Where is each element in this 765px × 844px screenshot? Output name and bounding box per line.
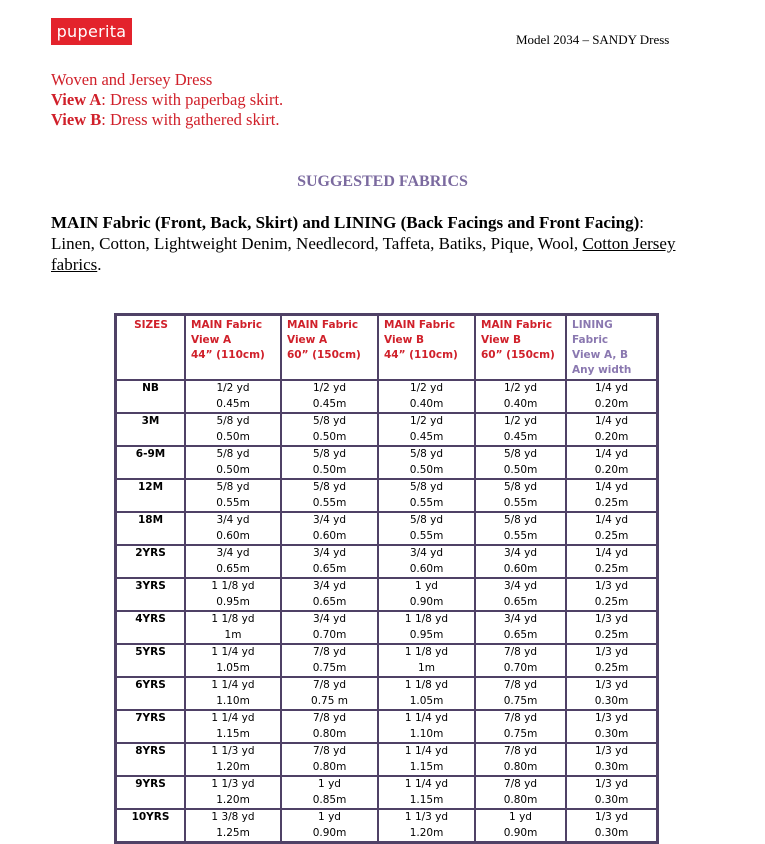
meters-value: 0.75m (503, 694, 538, 707)
size-cell: 10YRS (116, 809, 186, 843)
meters-value: 0.55m (409, 496, 444, 509)
view-a-label: View A (51, 90, 102, 109)
yardage-cell (281, 743, 378, 776)
yardage-cell (185, 743, 281, 776)
view-b-text: : Dress with gathered skirt. (101, 110, 280, 129)
yardage-cell (185, 512, 281, 545)
table-row (116, 413, 658, 446)
yards-value: 1/3 yd (594, 646, 629, 658)
yards-value: 5/8 yd (503, 448, 538, 460)
table-row (116, 809, 658, 843)
header-line: 44” (110cm) (191, 349, 265, 361)
yards-value: 1 1/4 yd (211, 712, 255, 724)
yards-value: 1/3 yd (594, 811, 629, 823)
yardage-cell (378, 611, 475, 644)
yards-value: 7/8 yd (503, 646, 538, 658)
meters-value: 0.80m (312, 760, 347, 773)
yardage-cell (566, 776, 658, 809)
yards-value: 1/3 yd (594, 580, 629, 592)
yardage-cell (566, 479, 658, 512)
yards-value: 5/8 yd (312, 415, 347, 427)
meters-value: 1.10m (409, 727, 444, 740)
meters-value: 0.55m (503, 529, 538, 542)
yardage-cell (378, 413, 475, 446)
yards-value: 1 3/8 yd (211, 811, 255, 823)
yards-value: 1 1/4 yd (211, 679, 255, 691)
table-row (116, 446, 658, 479)
yards-value: 1/4 yd (594, 415, 629, 427)
yardage-cell (566, 677, 658, 710)
meters-value: 0.55m (312, 496, 347, 509)
table-row (116, 545, 658, 578)
yards-value: 5/8 yd (503, 514, 538, 526)
yards-value: 1 yd (509, 811, 532, 823)
yardage-cell (475, 545, 566, 578)
yardage-cell (566, 545, 658, 578)
meters-value: 0.60m (216, 529, 250, 542)
yards-value: 3/4 yd (312, 514, 347, 526)
fabric-list-end: . (97, 255, 102, 274)
meters-value: 1.15m (216, 727, 250, 740)
table-row (116, 677, 658, 710)
yards-value: 5/8 yd (409, 514, 444, 526)
header-line: 60” (150cm) (481, 349, 555, 361)
yardage-cell (281, 446, 378, 479)
yards-value: 1/2 yd (216, 382, 250, 394)
table-row (116, 512, 658, 545)
meters-value: 1.25m (216, 826, 250, 839)
meters-value: 0.45m (409, 430, 444, 443)
meters-value: 0.65m (503, 595, 538, 608)
header-line: View B (481, 334, 522, 346)
column-header-4 (475, 315, 566, 381)
meters-value: 0.65m (503, 628, 538, 641)
yards-value: 1/2 yd (409, 415, 444, 427)
yards-value: 1/3 yd (594, 745, 629, 757)
table-header-row (116, 315, 658, 381)
yardage-cell (185, 677, 281, 710)
column-header-1 (185, 315, 281, 381)
size-cell: 2YRS (116, 545, 186, 578)
size-cell: 3YRS (116, 578, 186, 611)
meters-value: 0.20m (594, 430, 629, 443)
yardage-cell (281, 809, 378, 843)
yards-value: 3/4 yd (312, 613, 347, 625)
meters-value: 0.30m (594, 727, 629, 740)
yardage-cell (566, 380, 658, 413)
meters-value: 0.90m (312, 826, 347, 839)
meters-value: 1.15m (409, 760, 444, 773)
yardage-cell (185, 413, 281, 446)
size-cell: 6-9M (116, 446, 186, 479)
yardage-cell (281, 479, 378, 512)
dress-intro (51, 70, 283, 130)
yards-value: 1 1/8 yd (211, 613, 255, 625)
yardage-cell (566, 611, 658, 644)
meters-value: 0.60m (312, 529, 347, 542)
meters-value: 0.20m (594, 463, 629, 476)
yards-value: 1/3 yd (594, 712, 629, 724)
meters-value: 1.20m (409, 826, 444, 839)
table-body (116, 380, 658, 843)
size-cell: 5YRS (116, 644, 186, 677)
yardage-cell (378, 710, 475, 743)
yardage-cell (281, 776, 378, 809)
yardage-cell (475, 776, 566, 809)
yardage-cell (281, 611, 378, 644)
meters-value: 0.55m (409, 529, 444, 542)
table-row (116, 479, 658, 512)
yards-value: 7/8 yd (312, 679, 347, 691)
size-cell: NB (116, 380, 186, 413)
yardage-cell (185, 578, 281, 611)
yardage-cell (566, 413, 658, 446)
yards-value: 1/4 yd (594, 382, 629, 394)
meters-value: 0.95m (216, 595, 250, 608)
meters-value: 0.50m (312, 430, 347, 443)
meters-value: 0.25m (594, 496, 629, 509)
header-line: View A (287, 334, 328, 346)
header-line: MAIN Fabric (481, 319, 553, 331)
yardage-cell (378, 545, 475, 578)
yardage-cell (378, 578, 475, 611)
header-line: View B (384, 334, 425, 346)
yards-value: 7/8 yd (503, 778, 538, 790)
meters-value: 1.10m (216, 694, 250, 707)
intro-line: Woven and Jersey Dress (51, 70, 213, 89)
header-line: SIZES (134, 319, 168, 331)
header-line: View A (191, 334, 232, 346)
yardage-cell (378, 446, 475, 479)
yardage-cell (185, 644, 281, 677)
yards-value: 1 1/8 yd (404, 646, 449, 658)
yards-value: 1/2 yd (312, 382, 347, 394)
meters-value: 0.65m (312, 595, 347, 608)
yardage-cell (566, 809, 658, 843)
yardage-cell (185, 380, 281, 413)
size-cell: 18M (116, 512, 186, 545)
yards-value: 7/8 yd (312, 745, 347, 757)
meters-value: 0.70m (503, 661, 538, 674)
fabric-requirements-table (114, 313, 659, 844)
meters-value: 1.05m (409, 694, 444, 707)
meters-value: 0.90m (503, 826, 538, 839)
meters-value: 0.40m (409, 397, 444, 410)
meters-value: 1.05m (216, 661, 250, 674)
meters-value: 0.50m (409, 463, 444, 476)
yardage-cell (185, 776, 281, 809)
view-a-description (51, 90, 283, 110)
yardage-cell (185, 479, 281, 512)
yardage-cell (281, 545, 378, 578)
yardage-cell (185, 545, 281, 578)
header-line: MAIN Fabric (384, 319, 456, 331)
yardage-cell (475, 743, 566, 776)
yards-value: 1/2 yd (409, 382, 444, 394)
meters-value: 0.45m (216, 397, 250, 410)
table-row (116, 380, 658, 413)
yards-value: 5/8 yd (409, 448, 444, 460)
meters-value: 0.25m (594, 562, 629, 575)
yardage-cell (566, 644, 658, 677)
yards-value: 5/8 yd (216, 415, 250, 427)
yards-value: 5/8 yd (503, 481, 538, 493)
meters-value: 0.25m (594, 529, 629, 542)
table-row (116, 611, 658, 644)
meters-value: 0.85m (312, 793, 347, 806)
meters-value: 0.50m (312, 463, 347, 476)
meters-value: 0.55m (503, 496, 538, 509)
meters-value: 1.20m (216, 793, 250, 806)
header-line: View A, B (572, 349, 628, 361)
yards-value: 5/8 yd (312, 481, 347, 493)
yardage-cell (566, 446, 658, 479)
yards-value: 1/3 yd (594, 778, 629, 790)
yardage-cell (475, 677, 566, 710)
meters-value: 0.45m (312, 397, 347, 410)
yards-value: 1 1/8 yd (404, 679, 449, 691)
brand-logo: puperita (51, 18, 132, 45)
yards-value: 5/8 yd (216, 481, 250, 493)
header-line: MAIN Fabric (191, 319, 263, 331)
meters-value: 0.65m (216, 562, 250, 575)
meters-value: 0.30m (594, 694, 629, 707)
yards-value: 1/2 yd (503, 415, 538, 427)
yards-value: 7/8 yd (503, 745, 538, 757)
header-line: 44” (110cm) (384, 349, 458, 361)
header-line: Any width (572, 364, 632, 376)
yards-value: 1 1/8 yd (211, 580, 255, 592)
table-row (116, 578, 658, 611)
meters-value: 0.70m (312, 628, 347, 641)
yardage-cell (475, 710, 566, 743)
yards-value: 1 1/4 yd (404, 712, 449, 724)
meters-value: 0.30m (594, 793, 629, 806)
yardage-cell (281, 677, 378, 710)
yards-value: 1 yd (415, 580, 438, 592)
meters-value: 0.60m (409, 562, 444, 575)
meters-value: 0.20m (594, 397, 629, 410)
meters-value: 0.50m (216, 430, 250, 443)
yardage-cell (378, 644, 475, 677)
meters-value: 0.55m (216, 496, 250, 509)
yards-value: 1/4 yd (594, 547, 629, 559)
table-row (116, 710, 658, 743)
meters-value: 0.80m (503, 793, 538, 806)
size-cell: 12M (116, 479, 186, 512)
size-cell: 7YRS (116, 710, 186, 743)
yardage-cell (475, 644, 566, 677)
yards-value: 1 1/3 yd (211, 778, 255, 790)
column-header-2 (281, 315, 378, 381)
meters-value: 0.30m (594, 826, 629, 839)
yards-value: 1/4 yd (594, 514, 629, 526)
yardage-cell (475, 479, 566, 512)
meters-value: 0.50m (216, 463, 250, 476)
meters-value: 0.60m (503, 562, 538, 575)
meters-value: 1.20m (216, 760, 250, 773)
yardage-cell (281, 710, 378, 743)
yards-value: 3/4 yd (216, 547, 250, 559)
yardage-cell (475, 446, 566, 479)
yards-value: 3/4 yd (312, 580, 347, 592)
size-cell: 3M (116, 413, 186, 446)
yards-value: 1 1/3 yd (404, 811, 449, 823)
yardage-cell (378, 380, 475, 413)
yards-value: 5/8 yd (312, 448, 347, 460)
yardage-cell (378, 743, 475, 776)
meters-value: 0.95m (409, 628, 444, 641)
size-cell: 6YRS (116, 677, 186, 710)
meters-value: 1.15m (409, 793, 444, 806)
yardage-cell (378, 479, 475, 512)
yards-value: 7/8 yd (312, 712, 347, 724)
yardage-cell (378, 776, 475, 809)
yards-value: 1 1/4 yd (404, 778, 449, 790)
view-a-text: : Dress with paperbag skirt. (101, 90, 284, 109)
yards-value: 1 1/4 yd (404, 745, 449, 757)
yardage-cell (378, 677, 475, 710)
meters-value: 0.75m (503, 727, 538, 740)
yardage-cell (185, 809, 281, 843)
yards-value: 3/4 yd (503, 613, 538, 625)
yardage-cell (281, 644, 378, 677)
meters-value: 0.80m (503, 760, 538, 773)
meters-value: 0.25m (594, 661, 629, 674)
yards-value: 3/4 yd (216, 514, 250, 526)
table-row (116, 776, 658, 809)
yards-value: 1/3 yd (594, 679, 629, 691)
yards-value: 1 yd (318, 811, 341, 823)
yardage-cell (281, 380, 378, 413)
meters-value: 0.25m (594, 595, 629, 608)
meters-value: 0.80m (312, 727, 347, 740)
meters-value: 1m (224, 628, 242, 641)
yardage-cell (281, 578, 378, 611)
size-cell: 8YRS (116, 743, 186, 776)
yards-value: 7/8 yd (503, 679, 538, 691)
yardage-cell (185, 446, 281, 479)
meters-value: 0.75 m (311, 694, 348, 707)
yardage-cell (185, 611, 281, 644)
suggested-fabrics-heading: SUGGESTED FABRICS (297, 173, 468, 190)
yards-value: 5/8 yd (216, 448, 250, 460)
yardage-cell (566, 578, 658, 611)
yards-value: 3/4 yd (312, 547, 347, 559)
meters-value: 1m (418, 661, 435, 674)
yards-value: 1/3 yd (594, 613, 629, 625)
header-line: LINING Fabric (572, 319, 613, 346)
yardage-cell (566, 710, 658, 743)
yards-value: 1/4 yd (594, 448, 629, 460)
yards-value: 3/4 yd (503, 580, 538, 592)
yards-value: 7/8 yd (312, 646, 347, 658)
view-b-label: View B (51, 110, 102, 129)
size-cell: 9YRS (116, 776, 186, 809)
main-fabric-paragraph (51, 212, 691, 275)
table-row (116, 743, 658, 776)
yards-value: 1 1/8 yd (404, 613, 449, 625)
column-header-5 (566, 315, 658, 381)
yards-value: 1/2 yd (503, 382, 538, 394)
yards-value: 3/4 yd (503, 547, 538, 559)
yards-value: 3/4 yd (409, 547, 444, 559)
header-line: 60” (150cm) (287, 349, 361, 361)
yardage-cell (475, 413, 566, 446)
meters-value: 0.25m (594, 628, 629, 641)
yardage-cell (378, 809, 475, 843)
fabric-list: Linen, Cotton, Lightweight Denim, Needlecord, Taffeta, Batiks, Pique, Wool, (51, 234, 583, 253)
yardage-cell (378, 512, 475, 545)
yardage-cell (475, 809, 566, 843)
view-b-description (51, 110, 283, 130)
yardage-cell (185, 710, 281, 743)
yards-value: 5/8 yd (409, 481, 444, 493)
yards-value: 1/4 yd (594, 481, 629, 493)
meters-value: 0.40m (503, 397, 538, 410)
table-row (116, 644, 658, 677)
column-header-sizes (116, 315, 186, 381)
meters-value: 0.30m (594, 760, 629, 773)
colon: : (639, 213, 644, 232)
yardage-cell (475, 611, 566, 644)
yardage-cell (566, 743, 658, 776)
yards-value: 1 1/3 yd (211, 745, 255, 757)
fabric-list-underlined: Cotton Jersey fabrics (51, 234, 676, 274)
yardage-cell (566, 512, 658, 545)
yards-value: 1 yd (318, 778, 341, 790)
yardage-cell (281, 413, 378, 446)
meters-value: 0.50m (503, 463, 538, 476)
yardage-cell (475, 380, 566, 413)
column-header-3 (378, 315, 475, 381)
yardage-cell (475, 512, 566, 545)
header-line: MAIN Fabric (287, 319, 359, 331)
yardage-cell (281, 512, 378, 545)
meters-value: 0.75m (312, 661, 347, 674)
meters-value: 0.45m (503, 430, 538, 443)
main-fabric-label: MAIN Fabric (Front, Back, Skirt) and LINING (Back Facings and Front Facing) (51, 213, 640, 232)
size-cell: 4YRS (116, 611, 186, 644)
yards-value: 1 1/4 yd (211, 646, 255, 658)
yards-value: 7/8 yd (503, 712, 538, 724)
model-title: Model 2034 – SANDY Dress (516, 32, 670, 47)
meters-value: 0.90m (409, 595, 444, 608)
yardage-cell (475, 578, 566, 611)
meters-value: 0.65m (312, 562, 347, 575)
